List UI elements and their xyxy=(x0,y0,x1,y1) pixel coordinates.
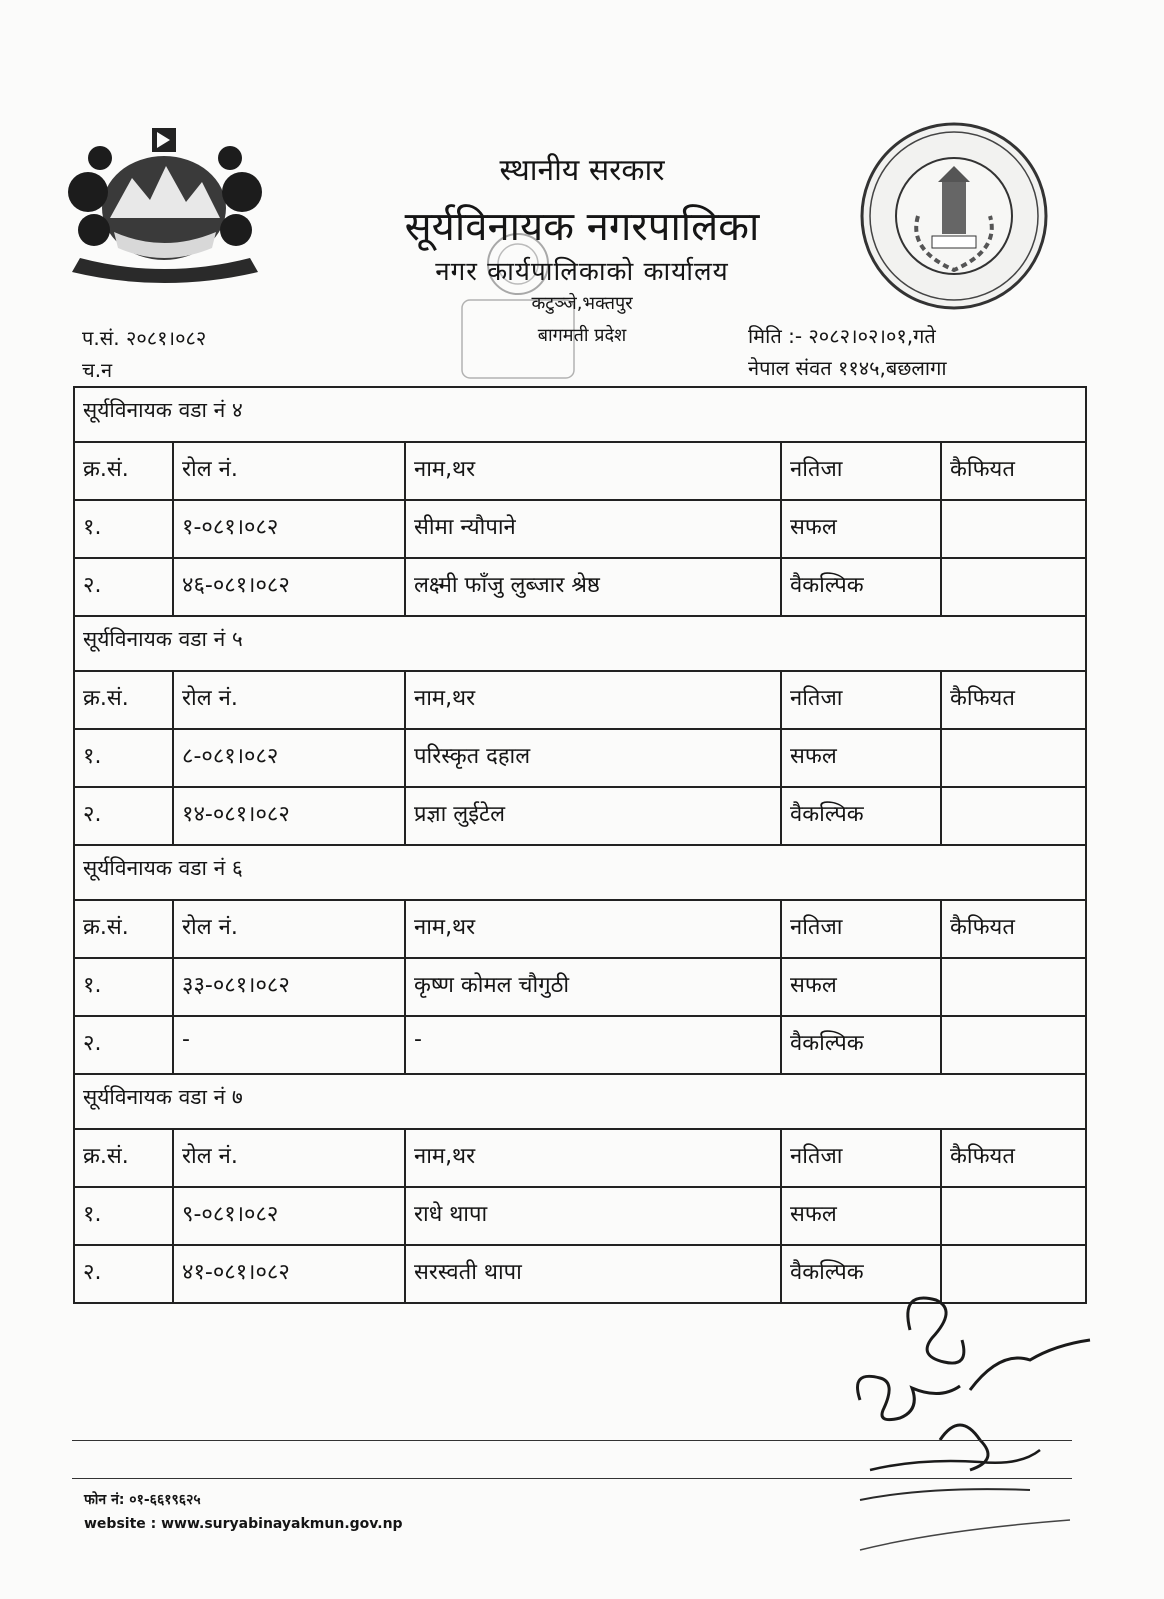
header-municipality-name: सूर्यविनायक नगरपालिका xyxy=(404,204,760,250)
table-header-row xyxy=(75,672,1085,730)
cell-remarks xyxy=(942,559,1085,615)
cell-name: सीमा न्यौपाने xyxy=(406,501,782,557)
nepal-sambat-date: नेपाल संवत ११४५,बछलागा xyxy=(748,356,947,380)
cell-roll: ९-०८१।०८२ xyxy=(174,1188,406,1244)
cell-result: सफल xyxy=(782,501,942,557)
table-row xyxy=(75,1188,1085,1246)
ward-heading: सूर्यविनायक वडा नं ४ xyxy=(75,388,1085,443)
results-table xyxy=(73,386,1087,1304)
col-remarks: कैफियत xyxy=(950,457,1015,482)
cell-result: सफल xyxy=(782,730,942,786)
cell-result: वैकल्पिक xyxy=(782,559,942,615)
cell-result: सफल xyxy=(782,1188,942,1244)
cell-serial: १. xyxy=(75,730,174,786)
cell-serial: २. xyxy=(75,1017,174,1073)
cell-name: राधे थापा xyxy=(406,1188,782,1244)
col-serial: क्र.सं. xyxy=(75,672,174,728)
cell-name: सरस्वती थापा xyxy=(406,1246,782,1302)
header-local-government: स्थानीय सरकार xyxy=(499,153,665,188)
cell-serial: १. xyxy=(75,1188,174,1244)
cell-remarks xyxy=(942,959,1085,1015)
footer-website: website : www.suryabinayakmun.gov.np xyxy=(84,1516,403,1532)
cell-serial: २. xyxy=(75,788,174,844)
cell-result: वैकल्पिक xyxy=(782,1017,942,1073)
table-row xyxy=(75,959,1085,1017)
cell-roll: - xyxy=(174,1017,406,1073)
col-name: नाम,थर xyxy=(406,672,782,728)
table-row xyxy=(75,559,1085,617)
table-row xyxy=(75,501,1085,559)
reference-number: प.सं. २०८१।०८२ xyxy=(82,326,207,350)
col-name: नाम,थर xyxy=(406,901,782,957)
cell-result: वैकल्पिक xyxy=(782,788,942,844)
col-result: नतिजा xyxy=(782,1130,942,1186)
col-serial: क्र.सं. xyxy=(75,443,174,499)
table-header-row xyxy=(75,901,1085,959)
table-row xyxy=(75,788,1085,846)
col-result: नतिजा xyxy=(782,672,942,728)
cell-roll: ३३-०८१।०८२ xyxy=(174,959,406,1015)
cell-roll: १-०८१।०८२ xyxy=(174,501,406,557)
cell-result: वैकल्पिक xyxy=(782,1246,942,1302)
cell-name: परिस्कृत दहाल xyxy=(406,730,782,786)
cell-name: लक्ष्मी फाँजु लुब्जार श्रेष्ठ xyxy=(406,559,782,615)
table-header-row xyxy=(75,1130,1085,1188)
col-serial: क्र.सं. xyxy=(75,901,174,957)
col-roll: रोल नं. xyxy=(174,901,406,957)
cell-name: कृष्ण कोमल चौगुठी xyxy=(406,959,782,1015)
cell-remarks xyxy=(942,788,1085,844)
col-result: नतिजा xyxy=(782,901,942,957)
cell-roll: १४-०८१।०८२ xyxy=(174,788,406,844)
ward-heading: सूर्यविनायक वडा नं ६ xyxy=(75,846,1085,901)
col-roll: रोल नं. xyxy=(174,443,406,499)
col-remarks: कैफियत xyxy=(950,1144,1015,1169)
col-result: नतिजा xyxy=(782,443,942,499)
ward-heading: सूर्यविनायक वडा नं ७ xyxy=(75,1075,1085,1130)
table-row xyxy=(75,730,1085,788)
table-row xyxy=(75,1017,1085,1075)
col-name: नाम,थर xyxy=(406,443,782,499)
cell-remarks xyxy=(942,730,1085,786)
col-roll: रोल नं. xyxy=(174,672,406,728)
col-serial: क्र.सं. xyxy=(75,1130,174,1186)
cell-serial: २. xyxy=(75,559,174,615)
cell-serial: १. xyxy=(75,501,174,557)
cell-name: प्रज्ञा लुईटेल xyxy=(406,788,782,844)
cell-roll: ४६-०८१।०८२ xyxy=(174,559,406,615)
footer-divider xyxy=(72,1440,1072,1441)
header-office-name: नगर कार्यपालिकाको कार्यालय xyxy=(435,257,729,287)
cell-roll: ८-०८१।०८२ xyxy=(174,730,406,786)
col-name: नाम,थर xyxy=(406,1130,782,1186)
header-address: कटुञ्जे,भक्तपुर xyxy=(531,293,633,314)
col-roll: रोल नं. xyxy=(174,1130,406,1186)
cell-result: सफल xyxy=(782,959,942,1015)
table-header-row xyxy=(75,443,1085,501)
cell-remarks xyxy=(942,501,1085,557)
cell-remarks xyxy=(942,1188,1085,1244)
letter-date: मिति :- २०८२।०२।०१,गते xyxy=(748,324,936,348)
officer-signature xyxy=(840,1290,1100,1580)
cell-remarks xyxy=(942,1017,1085,1073)
cell-name: - xyxy=(406,1017,782,1073)
footer-phone: फोन नं: ०१-६६१९६२५ xyxy=(84,1492,201,1508)
footer-divider xyxy=(72,1478,1072,1479)
dispatch-number: च.न xyxy=(82,358,113,382)
ward-heading: सूर्यविनायक वडा नं ५ xyxy=(75,617,1085,672)
cell-serial: २. xyxy=(75,1246,174,1302)
cell-roll: ४१-०८१।०८२ xyxy=(174,1246,406,1302)
col-remarks: कैफियत xyxy=(950,686,1015,711)
col-remarks: कैफियत xyxy=(950,915,1015,940)
cell-serial: १. xyxy=(75,959,174,1015)
header-province: बागमती प्रदेश xyxy=(537,325,627,346)
